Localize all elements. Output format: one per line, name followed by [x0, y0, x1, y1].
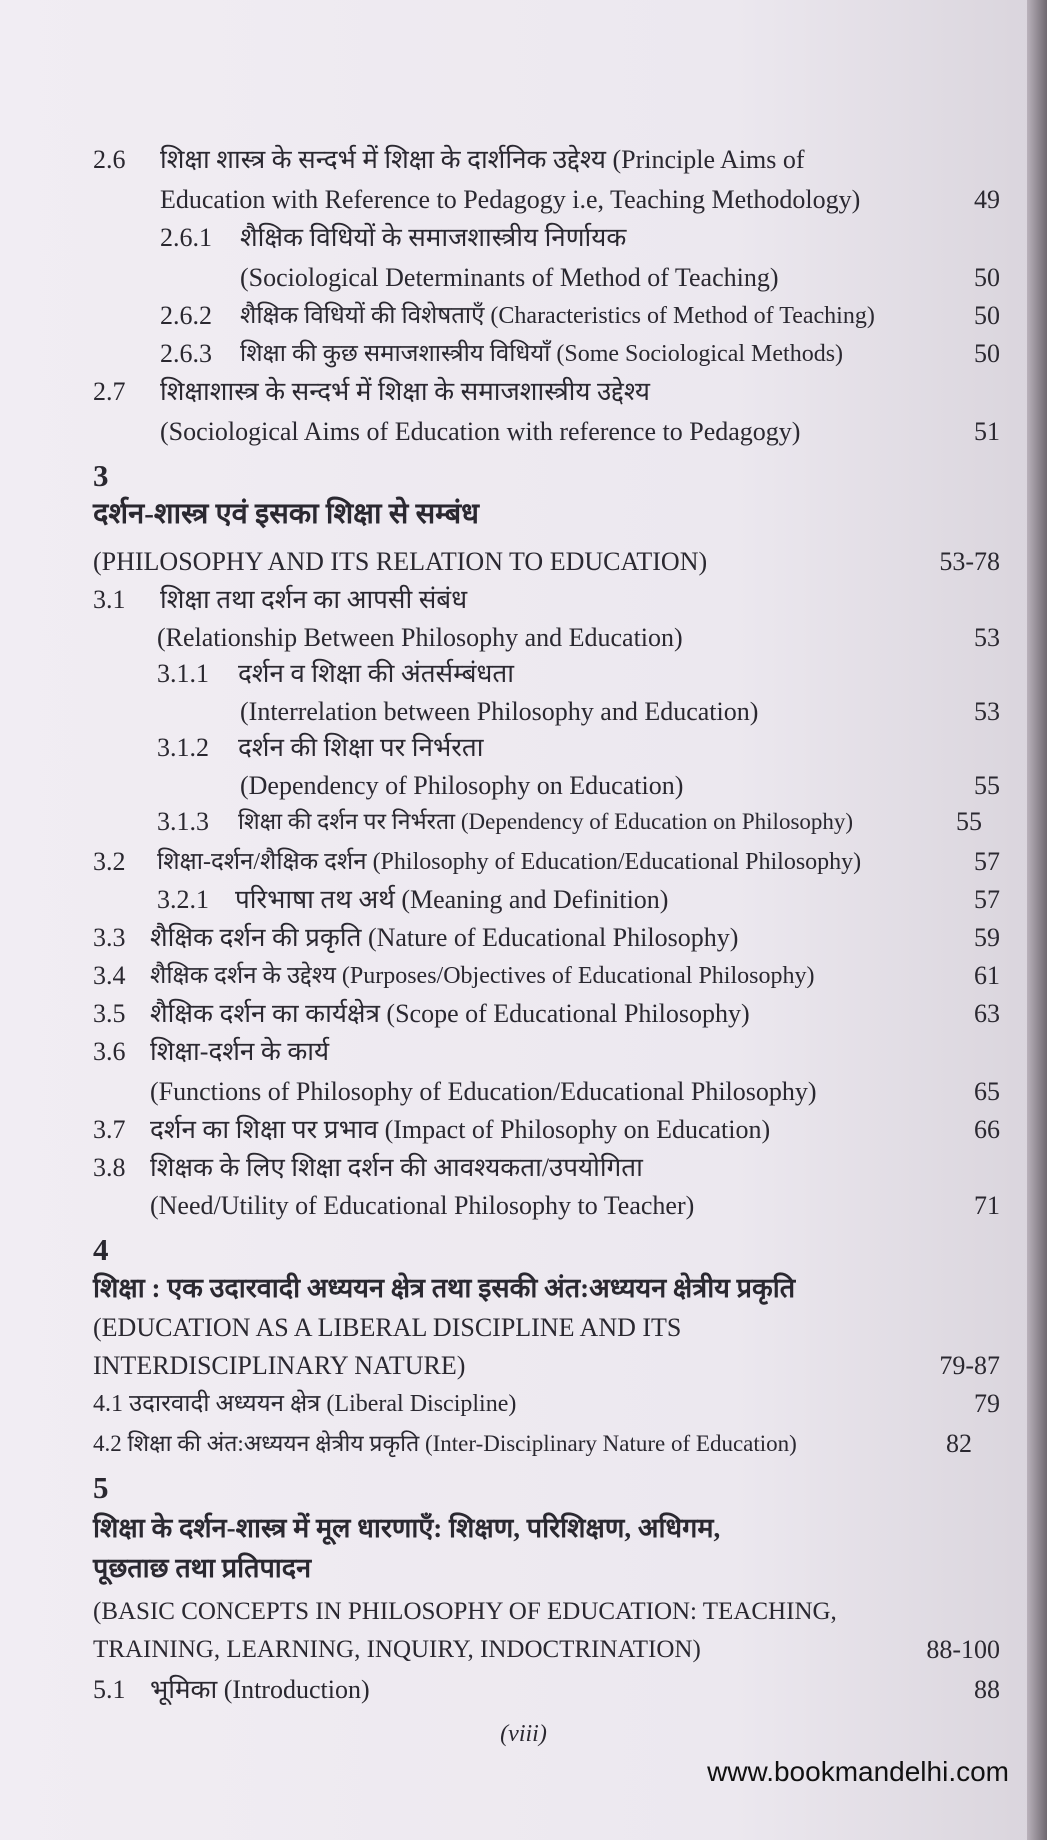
chapter-5-title-hindi-1: शिक्षा के दर्शन-शास्त्र में मूल धारणाएँ: शिक्षण, परिशिक्षण, अधिगम, [93, 1513, 721, 1543]
toc-entry-3-1-2 [0, 728, 1000, 768]
toc-entry-2-6 [0, 140, 1000, 180]
chapter-title-english: (BASIC CONCEPTS IN PHILOSOPHY OF EDUCATION: TEACHING, [93, 1598, 837, 1625]
chapter-4-title-english-2 [0, 1346, 1000, 1386]
toc-entry-3-1-1-cont [0, 692, 1000, 732]
entry-page: 57 [974, 885, 1000, 914]
entry-text: (Need/Utility of Educational Philosophy to Teacher) [150, 1191, 695, 1220]
entry-text: (Functions of Philosophy of Education/Educational Philosophy) [150, 1077, 817, 1106]
entry-page: 66 [974, 1115, 1000, 1144]
entry-number: 3.2.1 [157, 885, 209, 914]
entry-page: 79 [974, 1389, 1000, 1418]
toc-entry-3-8 [0, 1148, 1000, 1188]
toc-entry-2-6-3 [0, 334, 1000, 374]
entry-page: 88 [974, 1675, 1000, 1704]
entry-number: 3.1.3 [157, 807, 209, 836]
entry-page: 50 [974, 339, 1000, 368]
entry-text: (Sociological Aims of Education with reference to Pedagogy) [160, 417, 801, 446]
entry-text: 4.1 उदारवादी अध्ययन क्षेत्र (Liberal Discipline) [93, 1391, 517, 1417]
toc-entry-3-1-1 [0, 654, 1000, 694]
entry-number: 3.1.1 [157, 659, 209, 688]
toc-entry-3-1-cont [0, 618, 1000, 658]
entry-text: शिक्षाशास्त्र के सन्दर्भ में शिक्षा के समाजशास्त्रीय उद्देश्य [160, 377, 650, 406]
chapter-3-title-english [0, 542, 1000, 582]
entry-text: (Sociological Determinants of Method of Teaching) [240, 263, 779, 292]
entry-page: 61 [974, 961, 1000, 990]
toc-entry-2-6-cont [0, 180, 1000, 220]
toc-entry-3-5 [0, 994, 1000, 1034]
toc-entry-4-1 [0, 1384, 1000, 1424]
entry-number: 2.6 [93, 145, 126, 174]
entry-text: Education with Reference to Pedagogy i.e, Teaching Methodology) [160, 185, 861, 214]
toc-entry-3-1 [0, 580, 1000, 620]
entry-text: शैक्षिक विधियों की विशेषताएँ (Characteristics of Method of Teaching) [240, 303, 875, 329]
toc-entry-3-4 [0, 956, 1000, 996]
entry-number: 5.1 [93, 1675, 126, 1704]
toc-entry-2-6-2 [0, 296, 1000, 336]
toc-entry-4-2 [0, 1424, 1000, 1464]
entry-text: शिक्षा शास्त्र के सन्दर्भ में शिक्षा के दार्शनिक उद्देश्य (Principle Aims of [160, 145, 805, 174]
entry-page: 55 [974, 771, 1000, 800]
entry-text: भूमिका (Introduction) [150, 1675, 370, 1704]
entry-page: 50 [974, 263, 1000, 292]
chapter-5-title-english-1 [0, 1592, 1000, 1632]
entry-number: 2.7 [93, 377, 126, 406]
chapter-title-english: TRAINING, LEARNING, INQUIRY, INDOCTRINATION) [93, 1636, 701, 1663]
entry-number: 3.2 [93, 847, 126, 876]
entry-page: 57 [974, 847, 1000, 876]
chapter-5-number: 5 [93, 1470, 109, 1505]
toc-entry-3-3 [0, 918, 1000, 958]
entry-text: (Relationship Between Philosophy and Education) [157, 623, 683, 652]
entry-number: 3.1 [93, 585, 126, 614]
entry-text: शैक्षिक दर्शन का कार्यक्षेत्र (Scope of Educational Philosophy) [150, 999, 750, 1028]
entry-page: 51 [974, 417, 1000, 446]
entry-number: 2.6.1 [160, 223, 212, 252]
entry-text: (Interrelation between Philosophy and Education) [240, 697, 759, 726]
entry-text: शिक्षा तथा दर्शन का आपसी संबंध [160, 585, 468, 614]
chapter-title-english: (PHILOSOPHY AND ITS RELATION TO EDUCATION) [93, 547, 708, 576]
chapter-page-range: 53-78 [939, 547, 1000, 576]
entry-page: 55 [956, 807, 982, 836]
entry-text: परिभाषा तथ अर्थ (Meaning and Definition) [235, 885, 669, 914]
entry-text: शिक्षा की दर्शन पर निर्भरता (Dependency of Education on Philosophy) [238, 809, 854, 834]
toc-entry-3-7 [0, 1110, 1000, 1150]
toc-entry-3-1-2-cont [0, 766, 1000, 806]
entry-number: 3.1.2 [157, 733, 209, 762]
chapter-title-english: INTERDISCIPLINARY NATURE) [93, 1351, 466, 1380]
toc-entry-3-1-3 [0, 802, 1000, 842]
entry-page: 71 [974, 1191, 1000, 1220]
entry-number: 2.6.3 [160, 339, 212, 368]
entry-text: शिक्षा की कुछ समाजशास्त्रीय विधियाँ (Some Sociological Methods) [240, 341, 844, 367]
entry-page: 53 [974, 623, 1000, 652]
entry-text: शैक्षिक विधियों के समाजशास्त्रीय निर्णायक [240, 223, 627, 252]
chapter-5-title-english-2 [0, 1630, 1000, 1670]
entry-text: (Dependency of Philosophy on Education) [240, 771, 684, 800]
book-spine-shadow [1027, 0, 1047, 1840]
chapter-5-title-hindi-2: पूछताछ तथा प्रतिपादन [93, 1553, 312, 1583]
entry-page: 65 [974, 1077, 1000, 1106]
page-folio: (viii) [500, 1721, 547, 1747]
toc-entry-2-6-1-cont [0, 258, 1000, 298]
toc-entry-3-2-1 [0, 880, 1000, 920]
entry-page: 50 [974, 301, 1000, 330]
entry-number: 2.6.2 [160, 301, 212, 330]
chapter-3-title-hindi: दर्शन-शास्त्र एवं इसका शिक्षा से सम्बंध [93, 498, 479, 530]
entry-text: शिक्षा-दर्शन के कार्य [150, 1037, 330, 1066]
entry-text: शैक्षिक दर्शन के उद्देश्य (Purposes/Objectives of Educational Philosophy) [150, 963, 815, 989]
toc-entry-5-1 [0, 1670, 1000, 1710]
entry-text: दर्शन की शिक्षा पर निर्भरता [238, 733, 484, 762]
entry-text: दर्शन व शिक्षा की अंतर्सम्बंधता [238, 659, 514, 688]
chapter-4-title-english-1 [0, 1308, 1000, 1348]
entry-number: 3.6 [93, 1037, 126, 1066]
entry-number: 3.5 [93, 999, 126, 1028]
entry-text: 4.2 शिक्षा की अंत:अध्ययन क्षेत्रीय प्रकृति (Inter-Disciplinary Nature of Education) [93, 1431, 797, 1456]
entry-page: 59 [974, 923, 1000, 952]
chapter-page-range: 79-87 [939, 1351, 1000, 1380]
entry-text: शिक्षा-दर्शन/शैक्षिक दर्शन (Philosophy of Education/Educational Philosophy) [157, 849, 862, 875]
entry-text: दर्शन का शिक्षा पर प्रभाव (Impact of Philosophy on Education) [150, 1115, 771, 1144]
chapter-3-number: 3 [93, 458, 109, 493]
toc-entry-3-8-cont [0, 1186, 1000, 1226]
entry-number: 3.3 [93, 923, 126, 952]
watermark-url: www.bookmandelhi.com [707, 1756, 1009, 1787]
entry-number: 3.4 [93, 961, 126, 990]
chapter-page-range: 88-100 [926, 1635, 1000, 1664]
toc-entry-2-6-1 [0, 218, 1000, 258]
entry-page: 49 [974, 185, 1000, 214]
entry-page: 63 [974, 999, 1000, 1028]
entry-page: 82 [946, 1429, 972, 1458]
chapter-4-title-hindi: शिक्षा : एक उदारवादी अध्ययन क्षेत्र तथा इसकी अंत:अध्ययन क्षेत्रीय प्रकृति [93, 1273, 796, 1303]
entry-number: 3.7 [93, 1115, 126, 1144]
toc-entry-3-6 [0, 1032, 1000, 1072]
entry-number: 3.8 [93, 1153, 126, 1182]
toc-entry-2-7 [0, 372, 1000, 412]
entry-page: 53 [974, 697, 1000, 726]
toc-entry-3-2 [0, 842, 1000, 882]
entry-text: शिक्षक के लिए शिक्षा दर्शन की आवश्यकता/उपयोगिता [150, 1153, 643, 1182]
chapter-title-english: (EDUCATION AS A LIBERAL DISCIPLINE AND ITS [93, 1313, 682, 1342]
chapter-4-number: 4 [93, 1232, 109, 1267]
entry-text: शैक्षिक दर्शन की प्रकृति (Nature of Educational Philosophy) [150, 923, 739, 952]
toc-entry-2-7-cont [0, 412, 1000, 452]
toc-entry-3-6-cont [0, 1072, 1000, 1112]
